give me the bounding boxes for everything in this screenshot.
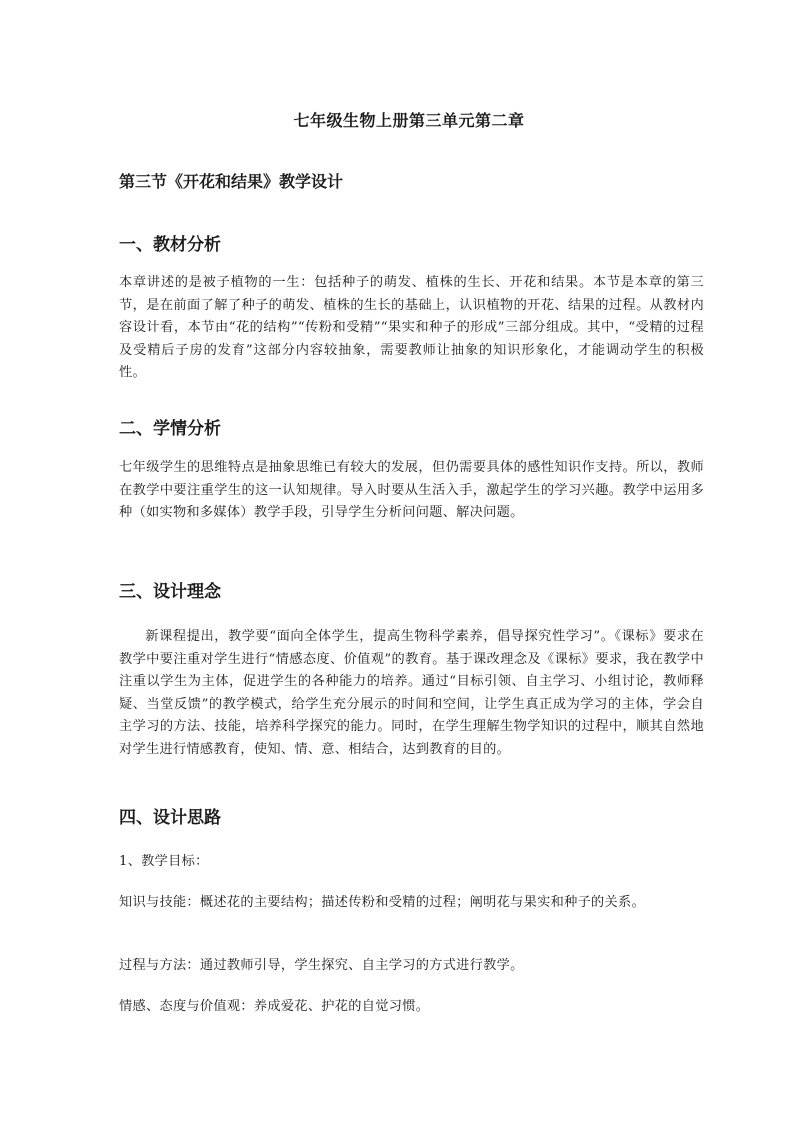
section-heading-textbook-analysis: 一、教材分析 xyxy=(119,235,221,255)
section-heading-student-analysis: 二、学情分析 xyxy=(119,419,221,439)
goal-knowledge-skills: 知识与技能：概述花的主要结构；描述传粉和受精的过程；阐明花与果实和种子的关系。 xyxy=(119,895,646,910)
goal-emotion-values: 情感、态度与价值观：养成爱花、护花的自觉习惯。 xyxy=(119,999,430,1014)
document-title: 七年级生物上册第三单元第二章 xyxy=(293,111,525,130)
section-paragraph-textbook-analysis: 本章讲述的是被子植物的一生：包括种子的萌发、植株的生长、开花和结果。本节是本章的第三节，是在前面了解了种子的萌发、植株的生长的基础上，认识植物的开花、结果的过程。从教材内容设计看，本节由“花的结构”“传粉和受精”“果实和种子的形成”三部分组成。其中，“受精的过程及受精后子房的发育”这部分内容较抽象，需要教师让抽象的知识形象化，才能调动学生的积极性。 xyxy=(119,275,704,380)
teaching-goals-label: 1、教学目标： xyxy=(119,854,209,869)
section-heading-design-approach: 四、设计思路 xyxy=(119,808,221,828)
section-heading-design-concept: 三、设计理念 xyxy=(119,582,221,602)
section-paragraph-design-concept: 新课程提出，教学要“面向全体学生，提高生物科学素养，倡导探究性学习”。《课标》要求在教学中要注重对学生进行“情感态度、价值观”的教育。基于课改理念及《课标》要求，我在教学中注重以学生为主体，促进学生的各种能力的培养。通过“目标引领、自主学习、小组讨论，教师释疑、当堂反馈”的教学模式，给学生充分展示的时间和空间，让学生真正成为学习的主体，学会自主学习的方法、技能，培养科学探究的能力。同时，在学生理解生物学知识的过程中，顺其自然地对学生进行情感教育，使知、情、意、相结合，达到教育的目的。 xyxy=(119,629,704,757)
lesson-title: 第三节《开花和结果》教学设计 xyxy=(119,172,344,191)
section-paragraph-student-analysis: 七年级学生的思维特点是抽象思维已有较大的发展，但仍需要具体的感性知识作支持。所以，教师在教学中要注重学生的这一认知规律。导入时要从生活入手，激起学生的学习兴趣。教学中运用多种（如实物和多媒体）教学手段，引导学生分析问问题、解决问题。 xyxy=(119,460,704,520)
goal-process-method: 过程与方法：通过教师引导，学生探究、自主学习的方式进行教学。 xyxy=(119,958,524,973)
